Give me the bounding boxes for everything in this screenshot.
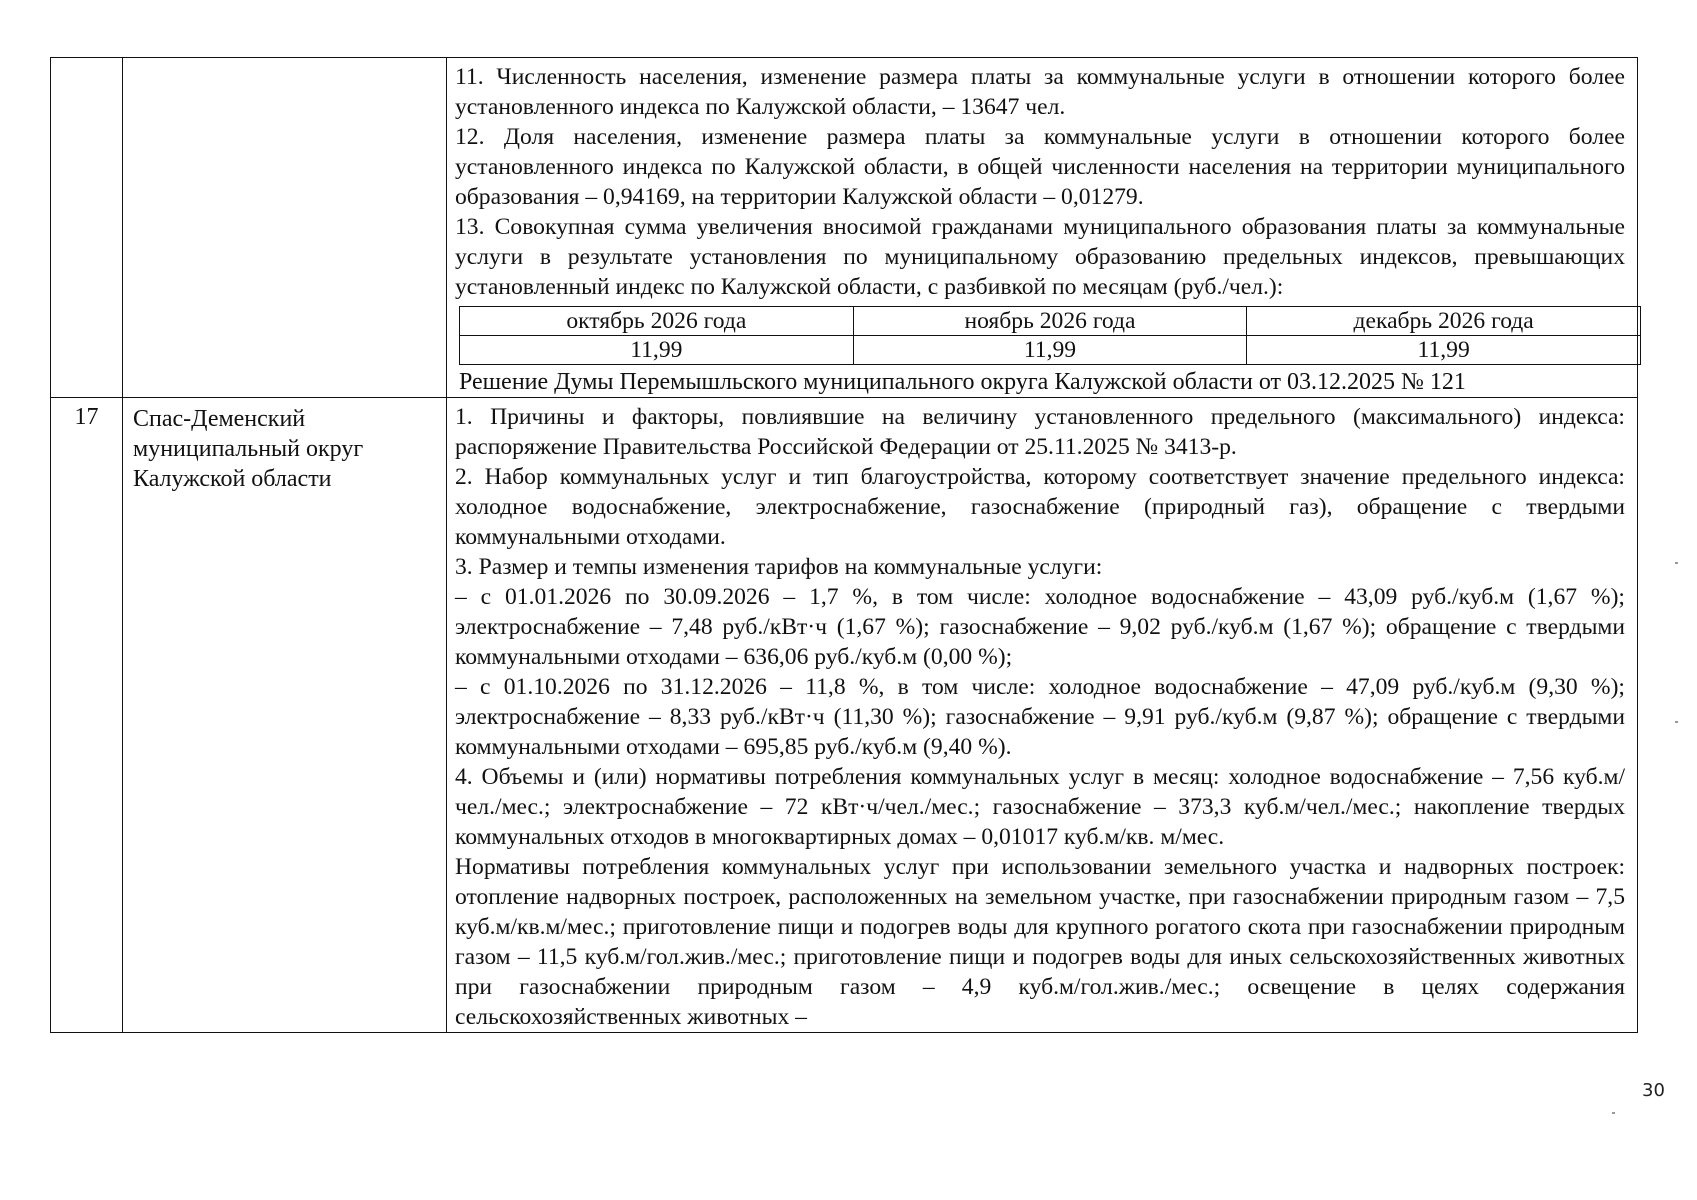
month-header-november: ноябрь 2026 года bbox=[853, 307, 1247, 336]
table-row-17 bbox=[51, 398, 1638, 1033]
item-11: 11. Численность населения, изменение размера платы за коммунальные услуги в отношении которого более установленного индекса по Калужской области, – 13647 чел. bbox=[455, 64, 1625, 120]
month-value-october: 11,99 bbox=[460, 336, 854, 365]
page-number: 30 bbox=[1642, 1080, 1665, 1101]
item-2: 2. Набор коммунальных услуг и тип благоустройства, которому соответствует значение предельного индекса: холодное водоснабжение, электроснабжение, газоснабжение (природный газ), обращение с твердыми коммунальными отходами. bbox=[455, 464, 1625, 550]
item-13: 13. Совокупная сумма увеличения вносимой гражданами муниципального образования платы за коммунальные услуги в результате установления по муниципальному образованию предельных индексов, превышающих установленный индекс по Калужской области, с разбивкой по месяцам (руб./чел.): bbox=[455, 214, 1625, 300]
item-1: 1. Причины и факторы, повлиявшие на величину установленного предельного (максимального) индекса: распоряжение Правительства Российской Федерации от 25.11.2025 № 3413-р. bbox=[455, 404, 1625, 460]
item-4: 4. Объемы и (или) нормативы потребления коммунальных услуг в месяц: холодное водоснабжение – 7,56 куб.м/чел./мес.; электроснабжение – 72 кВт·ч/чел./мес.; газоснабжение – 373,3 куб.м/чел./мес.; накопление твердых коммунальных отходов в многоквартирных домах – 0,01017 куб.м/кв. м/мес. bbox=[455, 764, 1625, 850]
month-value-december: 11,99 bbox=[1247, 336, 1641, 365]
land-plot-norms: Нормативы потребления коммунальных услуг при использовании земельного участка и надворных построек: отопление надворных построек, расположенных на земельном участке, при газоснабжении природным газом – 7,5 куб.м/кв.м/мес.; приготовление пищи и подогрев воды для крупного рогатого скота при газоснабжении природным газом – 11,5 куб.м/гол.жив./мес.; приготовление пищи и подогрев воды для иных сельскохозяйственных животных при газоснабжении природным газом – 4,9 куб.м/гол.жив./мес.; освещение в целях содержания сельскохозяйственных животных – bbox=[455, 854, 1625, 1030]
row-number-cell: 17 bbox=[51, 398, 123, 1033]
indicators-cell bbox=[447, 58, 1638, 398]
municipality-name-line: Спас-Деменский bbox=[133, 406, 306, 432]
scan-speck bbox=[1612, 1112, 1615, 1114]
document-table bbox=[50, 57, 1638, 1033]
item-3: 3. Размер и темпы изменения тарифов на коммунальные услуги: bbox=[455, 554, 1103, 580]
month-header-december: декабрь 2026 года bbox=[1247, 307, 1641, 336]
scan-speck bbox=[1675, 721, 1678, 723]
months-header-row bbox=[460, 307, 1641, 336]
tariff-period-2: – с 01.10.2026 по 31.12.2026 – 11,8 %, в том числе: холодное водоснабжение – 47,09 руб./куб.м (9,30 %); электроснабжение – 8,33 руб./кВт·ч (11,30 %); газоснабжение – 9,91 руб./куб.м (9,87 %); обращение с твердыми коммунальными отходами – 695,85 руб./куб.м (9,40 %). bbox=[455, 674, 1625, 760]
item-12: 12. Доля населения, изменение размера платы за коммунальные услуги в отношении которого более установленного индекса по Калужской области, в общей численности населения на территории муниципального образования – 0,94169, на территории Калужской области – 0,01279. bbox=[455, 124, 1625, 210]
months-values-row bbox=[460, 336, 1641, 365]
month-header-october: октябрь 2026 года bbox=[460, 307, 854, 336]
municipality-name-cell bbox=[123, 58, 447, 398]
scan-speck bbox=[1675, 562, 1678, 564]
municipality-name-cell bbox=[123, 398, 447, 1033]
duma-decision-reference: Решение Думы Перемышльского муниципального округа Калужской области от 03.12.2025 № 121 bbox=[459, 369, 1466, 395]
tariff-period-1: – с 01.01.2026 по 30.09.2026 – 1,7 %, в том числе: холодное водоснабжение – 43,09 руб./куб.м (1,67 %); электроснабжение – 7,48 руб./кВт·ч (1,67 %); газоснабжение – 9,02 руб./куб.м (1,67 %); обращение с твердыми коммунальными отходами – 636,06 руб./куб.м (0,00 %); bbox=[455, 584, 1625, 670]
table-row-16-continued bbox=[51, 58, 1638, 398]
row-number-cell bbox=[51, 58, 123, 398]
municipality-name-line: Калужской области bbox=[133, 466, 332, 492]
month-value-november: 11,99 bbox=[853, 336, 1247, 365]
municipality-name-line: муниципальный округ bbox=[133, 436, 364, 462]
indicators-cell bbox=[447, 398, 1638, 1033]
monthly-increase-table bbox=[459, 306, 1641, 365]
